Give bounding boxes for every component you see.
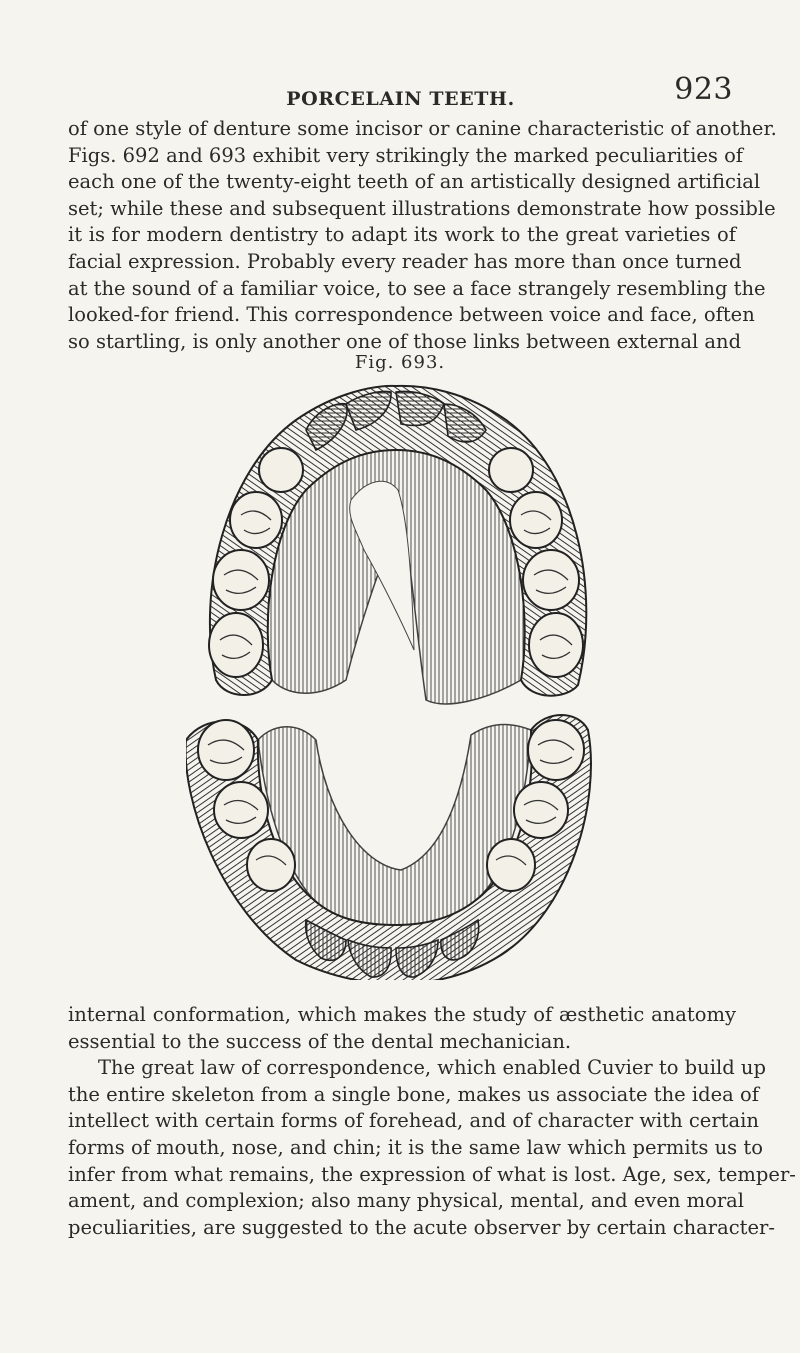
text-line: set; while these and subsequent illustrations demonstrate how possible xyxy=(68,196,776,220)
text-line: of one style of denture some incisor or canine characteristic of another. xyxy=(68,117,777,140)
paragraph-bottom xyxy=(68,1002,796,1241)
text-line: intellect with certain forms of forehead, and of character with certain xyxy=(68,1109,759,1133)
text-line: forms of mouth, nose, and chin; it is the same law which permits us to xyxy=(68,1135,763,1159)
text-line: The great law of correspondence, which enabled Cuvier to build up xyxy=(98,1056,766,1080)
running-head xyxy=(68,72,733,114)
page-number: 923 xyxy=(674,72,733,107)
text-line: essential to the success of the dental mechanician. xyxy=(68,1029,572,1053)
lower-arch xyxy=(186,715,591,980)
text-line: it is for modern dentistry to adapt its work to the great varieties of xyxy=(68,223,736,247)
text-line: each one of the twenty-eight teeth of an artistically designed artificial xyxy=(68,170,761,194)
text-line: at the sound of a familiar voice, to see a face strangely resembling the xyxy=(68,276,766,300)
figure-caption: Fig. 693. xyxy=(354,352,446,373)
text-line: internal conformation, which makes the study of æsthetic anatomy xyxy=(68,1003,736,1026)
text-line: so startling, is only another one of those links between external and xyxy=(68,329,742,353)
dental-arches-illustration xyxy=(186,380,606,980)
text-line: Figs. 692 and 693 exhibit very strikingly the marked peculiarities of xyxy=(68,143,744,167)
running-title: PORCELAIN TEETH. xyxy=(286,88,515,110)
paragraph-top xyxy=(68,116,777,355)
text-line: the entire skeleton from a single bone, makes us associate the idea of xyxy=(68,1082,759,1106)
text-line: peculiarities, are suggested to the acute observer by certain character- xyxy=(68,1215,775,1239)
text-line: facial expression. Probably every reader has more than once turned xyxy=(68,249,742,273)
upper-arch xyxy=(209,386,586,704)
text-line: infer from what remains, the expression of what is lost. Age, sex, temper- xyxy=(68,1162,796,1186)
text-line: ament, and complexion; also many physical, mental, and even moral xyxy=(68,1189,745,1213)
text-line: looked-for friend. This correspondence between voice and face, often xyxy=(68,303,755,327)
